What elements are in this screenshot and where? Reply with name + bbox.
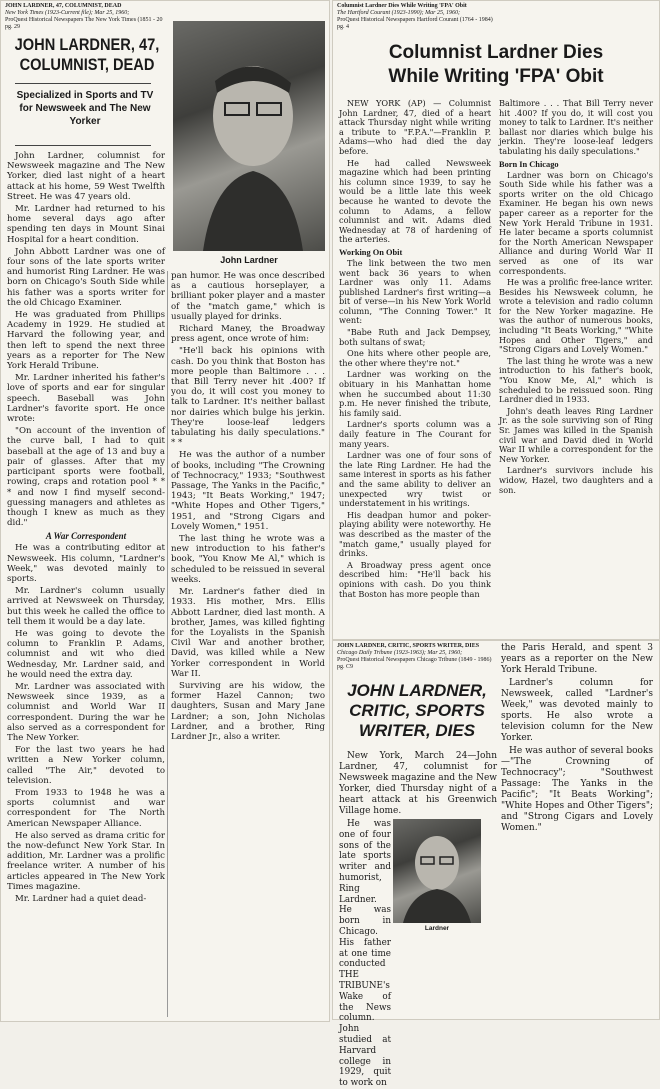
- nyt-paragraph: Mr. Lardner's father died in 1933. His mother, Mrs. Ellis Abbott Lardner, died last month. A brother, James, was killed fighting for the Loyalists in the Spanish Civil War and another brother, David, was killed while a New Yorker correspondent in World War II.: [171, 587, 325, 679]
- tribune-source-title: JOHN LARDNER, CRITIC, SPORTS WRITER, DIES: [337, 643, 480, 649]
- tribune-portrait-photo: [393, 819, 481, 923]
- tribune-headline-line2: CRITIC, SPORTS: [349, 701, 485, 720]
- divider: [15, 83, 151, 84]
- nyt-source-title: JOHN LARDNER, 47, COLUMNIST, DEAD: [5, 3, 122, 9]
- nyt-paragraph: For the last two years he had written a New Yorker column, called "The Air," devoted to television.: [7, 745, 165, 786]
- courant-paragraph: A Broadway press agent once described him: "He'll back his opinions with cash. Do you think that Boston has more people than: [339, 559, 491, 599]
- courant-source-db: ProQuest Historical Newspapers Hartford Courant (1764 - 1984): [337, 17, 493, 23]
- nyt-portrait-photo: [173, 21, 325, 251]
- courant-paragraph: Lardner was born on Chicago's South Side while his father was a sports writer on the old Chicago Examiner. He began his own news paper career as a reporter for the New York Herald Tribune in 1931. He later became a sports columnist for the North American Newspaper Alliance and during World War II served as one of its war correspondents.: [499, 169, 653, 276]
- nyt-paragraph: Mr. Lardner had a quiet dead-: [15, 894, 147, 905]
- nyt-paragraph: Mr. Lardner was associated with Newsweek since 1939, as a columnist and World War II correspondent. During the war he also served as a correspondent for The New Yorker.: [7, 681, 165, 743]
- courant-paragraph: Lardner was working on the obituary in his Manhattan home when he succumbed about 11:30 p.m. He never finished the tribute, his family said.: [339, 369, 491, 418]
- courant-source-title: Columnist Lardner Dies While Writing 'FPA' Obit: [337, 3, 467, 9]
- nyt-paragraph: He was the author of a number of books, including "The Crowning of Technocracy," 1933; "Southwest Passage, The Yanks in the Pacific," 1943; "It Beats Working," 1947; "White Hopes and Other Tigers," 1951, and "Strong Cigars and Lovely Women," 1951.: [171, 450, 325, 532]
- courant-paragraph: He had called Newsweek magazine which had been printing his column since 1939, to say he would be a little late this week because he wanted to devote the column to Adams, a fellow columnist and wit. Adams died Wednesday at 78 of hardening of the arteries.: [339, 157, 491, 245]
- nyt-paragraph: "On account of the invention of the curve ball, I had to quit baseball at the age of 13 and buy a pair of glasses. After that my participant sports were football, rowing, craps and rotation pool * * * and now I find myself second-guessing managers and athletes as though I knew as much as they did.": [7, 426, 165, 529]
- courant-paragraph: John's death leaves Ring Lardner Jr. as the sole surviving son of Ring Sr. James was killed in the Spanish civil war and David died in World War II while a correspondent for the New Yorker.: [499, 405, 653, 464]
- courant-paragraph: "Babe Ruth and Jack Dempsey, both sultans of swat;: [339, 327, 491, 347]
- tribune-source-page: pg. C9: [337, 664, 354, 670]
- nyt-photo-caption: John Lardner: [220, 255, 278, 265]
- nyt-paragraph: Surviving are his widow, the former Hazel Cannon; two daughters, Susan and Mary Jane Lardner; a son, John Nicholas Lardner, and a brother, Ring Lardner Jr., also a writer.: [171, 680, 325, 742]
- tribune-paragraph: He was one of four sons of the late sports writer and humorist, Ring Lardner. He was born in Chicago. His father at one time conducted THE TRIBUNE's Wake of the News column. John studied at Harvard college in 1929, quit to work on: [339, 819, 391, 1089]
- tribune-headline-line3: WRITER, DIES: [358, 721, 476, 740]
- tribune-lead: [339, 751, 497, 817]
- courant-paragraph: He was a prolific free-lance writer. Besides his Newsweek column, he wrote a television and radio column for the New Yorker magazine. He was the author of numerous books, including "It Beats Working," "White Hopes and Other Tigers," and "Strong Cigars and Lovely Women.": [499, 277, 653, 355]
- nyt-paragraph: Richard Maney, the Broadway press agent, once wrote of him:: [171, 324, 325, 345]
- column-rule: [167, 271, 168, 1017]
- courant-paragraph: Lardner was one of four sons of the late Ring Lardner. He had the same interest in sports as his father and the same ability to deliver an unexpected wry twist or understatement in his writings.: [339, 450, 491, 509]
- courant-paragraph: Baltimore . . . That Bill Terry never hit .400? If you do, it will cost you money to talk to Lardner. It's neither ballast nor diaries which bulge his jerkin. They're loose-leaf ledgers tabulating his daily speculations.": [499, 98, 653, 156]
- nyt-paragraph: He was going to devote the column to Franklin P. Adams, columnist and wit who died Wednesday, Mr. Lardner said, and he would need the extra day.: [7, 628, 165, 680]
- divider: [15, 145, 151, 146]
- nyt-paragraph: Mr. Lardner's column usually arrived at Newsweek on Thursday, but this week he called the office to tell them it would be a day late.: [7, 586, 165, 627]
- courant-subhead: Working On Obit: [339, 247, 403, 257]
- nyt-paragraph: "He'll back his opinions with cash. Do you think that Boston has more people than Baltimore . . . that Bill Terry never hit .400? If you do, it will cost you money to talk to Lardner. It's neither ballast nor dairies which bulge his jerkin. They're loose-leaf ledgers tabulating his daily speculations." * *: [171, 346, 325, 449]
- tribune-paragraph: He was author of several books—"The Crowning of Technocracy"; "Southwest Passage: The Yanks in the Pacific"; "It Beats Working"; "White Hopes and Other Tigers"; and "Strong Cigars and Lovely Women.": [501, 746, 653, 833]
- courant-source-page: pg. 4: [337, 24, 349, 30]
- courant-paragraph: NEW YORK (AP) — Columnist John Lardner, 47, died of a heart attack Thursday night while writing a tribute to "F.P.A."—Franklin P. Adams—who had died the day before.: [339, 98, 491, 156]
- nyt-column-1: [7, 151, 165, 1017]
- tribune-photo-caption: Lardner: [424, 925, 450, 932]
- portrait-silhouette: [173, 21, 325, 251]
- nyt-source-page: pg. 29: [5, 24, 20, 30]
- tribune-paragraph: the Paris Herald, and spent 3 years as a reporter on the New York Herald Tribune.: [501, 643, 653, 675]
- nyt-headline-line2: COLUMNIST, DEAD: [19, 55, 155, 74]
- nyt-source-pub: New York Times (1923-Current file); Mar 25, 1960;: [5, 10, 130, 16]
- nyt-paragraph: John Lardner, columnist for Newsweek magazine and The New Yorker, died last night of a heart attack at his home, 59 West Twelfth Street. He was 47 years old.: [7, 151, 165, 202]
- tribune-paragraph: New York, March 24—John Lardner, 47, columnist for Newsweek magazine and the New Yorker, died Thursday night of a heart attack at his Greenwich Village home.: [339, 751, 497, 816]
- nyt-paragraph: Mr. Lardner had returned to his home several days ago after spending ten days in Mount Sinai Hospital for a heart condition.: [7, 204, 165, 245]
- nyt-paragraph: He was a contributing editor at Newsweek. His column, "Lardner's Week," was devoted mainly to sports.: [7, 543, 165, 584]
- courant-paragraph: His deadpan humor and poker-playing ability were noteworthy. He was described as the master of the "match game," usually played for drinks.: [339, 509, 491, 559]
- courant-paragraph: One hits where other people are, the other where they're not.": [339, 348, 491, 368]
- courant-paragraph: Lardner's survivors include his widow, Hazel, two daughters and a son.: [499, 465, 653, 495]
- portrait-silhouette: [393, 819, 481, 923]
- nyt-paragraph: From 1933 to 1948 he was a sports columnist and war correspondent for The North American Newspaper Alliance.: [7, 787, 165, 829]
- nyt-headline: [7, 35, 167, 75]
- tribune-clipping: [332, 640, 660, 1089]
- courant-paragraph: Lardner's sports column was a daily feature in The Courant for many years.: [339, 419, 491, 449]
- courant-headline: [333, 41, 659, 89]
- courant-column-2: [499, 99, 653, 635]
- nyt-deck: [13, 89, 157, 128]
- nyt-subhead: A War Correspondent: [45, 531, 127, 542]
- tribune-headline: [337, 681, 497, 741]
- courant-clipping: [332, 0, 660, 640]
- nyt-paragraph: The last thing he wrote was a new introduction to his father's book, "You Know Me Al," which is scheduled to be reissued in several weeks.: [171, 534, 325, 585]
- nyt-paragraph: John Abbott Lardner was one of four sons of the late sports writer and humorist Ring Lardner. He was born on Chicago's South Side while his father was a sports writer for the old Chicago Examiner.: [7, 246, 165, 308]
- tribune-paragraph: Lardner's column for Newsweek, called "Lardner's Week," was devoted mainly to sports. He also wrote a television column for the New Yorker.: [501, 678, 653, 743]
- tribune-column-2: [501, 643, 653, 1015]
- tribune-source-pub: Chicago Daily Tribune (1923-1963); Mar 25, 1960;: [337, 650, 463, 656]
- courant-subhead: Born In Chicago: [499, 159, 559, 169]
- nyt-deck-text: Specialized in Sports and TV for Newsweek and The New Yorker: [16, 90, 154, 127]
- tribune-headline-line1: JOHN LARDNER,: [347, 681, 487, 700]
- tribune-body-lower: [339, 819, 391, 1089]
- courant-headline-line1: Columnist Lardner Dies: [388, 42, 604, 63]
- nyt-paragraph: He also served as drama critic for the now-defunct New York Star. In addition, Mr. Lardner was a prolific freelance writer. A number of his articles appeared in The New York Times magazine.: [7, 830, 165, 892]
- courant-paragraph: The last thing he wrote was a new introduction to his father's book, "You Know Me, Al," which is scheduled to be reissued soon. Ring Lardner died in 1933.: [499, 355, 653, 405]
- courant-source-pub: The Hartford Courant (1923-1990); Mar 25, 1960;: [337, 10, 460, 16]
- tribune-source-db: ProQuest Historical Newspapers Chicago Tribune (1849 - 1986): [337, 657, 492, 663]
- courant-headline-line2: While Writing 'FPA' Obit: [388, 66, 604, 87]
- nyt-clipping: [0, 0, 330, 1022]
- nyt-paragraph: Mr. Lardner inherited his father's love of sports and ear for singular speech. Baseball was John Lardner's favorite sport. He once wrote:: [7, 373, 165, 425]
- nyt-paragraph: He was graduated from Phillips Academy in 1929. He studied at Harvard the following year, and then left to spend the next three years as a reporter for The New York Herald Tribune.: [7, 310, 165, 372]
- nyt-headline-line1: JOHN LARDNER, 47,: [14, 35, 160, 54]
- nyt-column-2: [171, 271, 325, 1017]
- nyt-paragraph: pan humor. He was once described as a cautious horseplayer, a brilliant poker player and a master of the "match game," which is usually played for drinks.: [171, 271, 325, 322]
- courant-column-1: [339, 99, 491, 635]
- nyt-source-db: ProQuest Historical Newspapers The New York Times (1851 - 20: [5, 17, 163, 23]
- courant-paragraph: The link between the two men went back 36 years to when Lardner was only 11. Adams published Lardner's first writing—a bit of verse—in his New York World column, "The Conning Tower." It went:: [339, 257, 491, 326]
- courant-source-line: [337, 3, 655, 31]
